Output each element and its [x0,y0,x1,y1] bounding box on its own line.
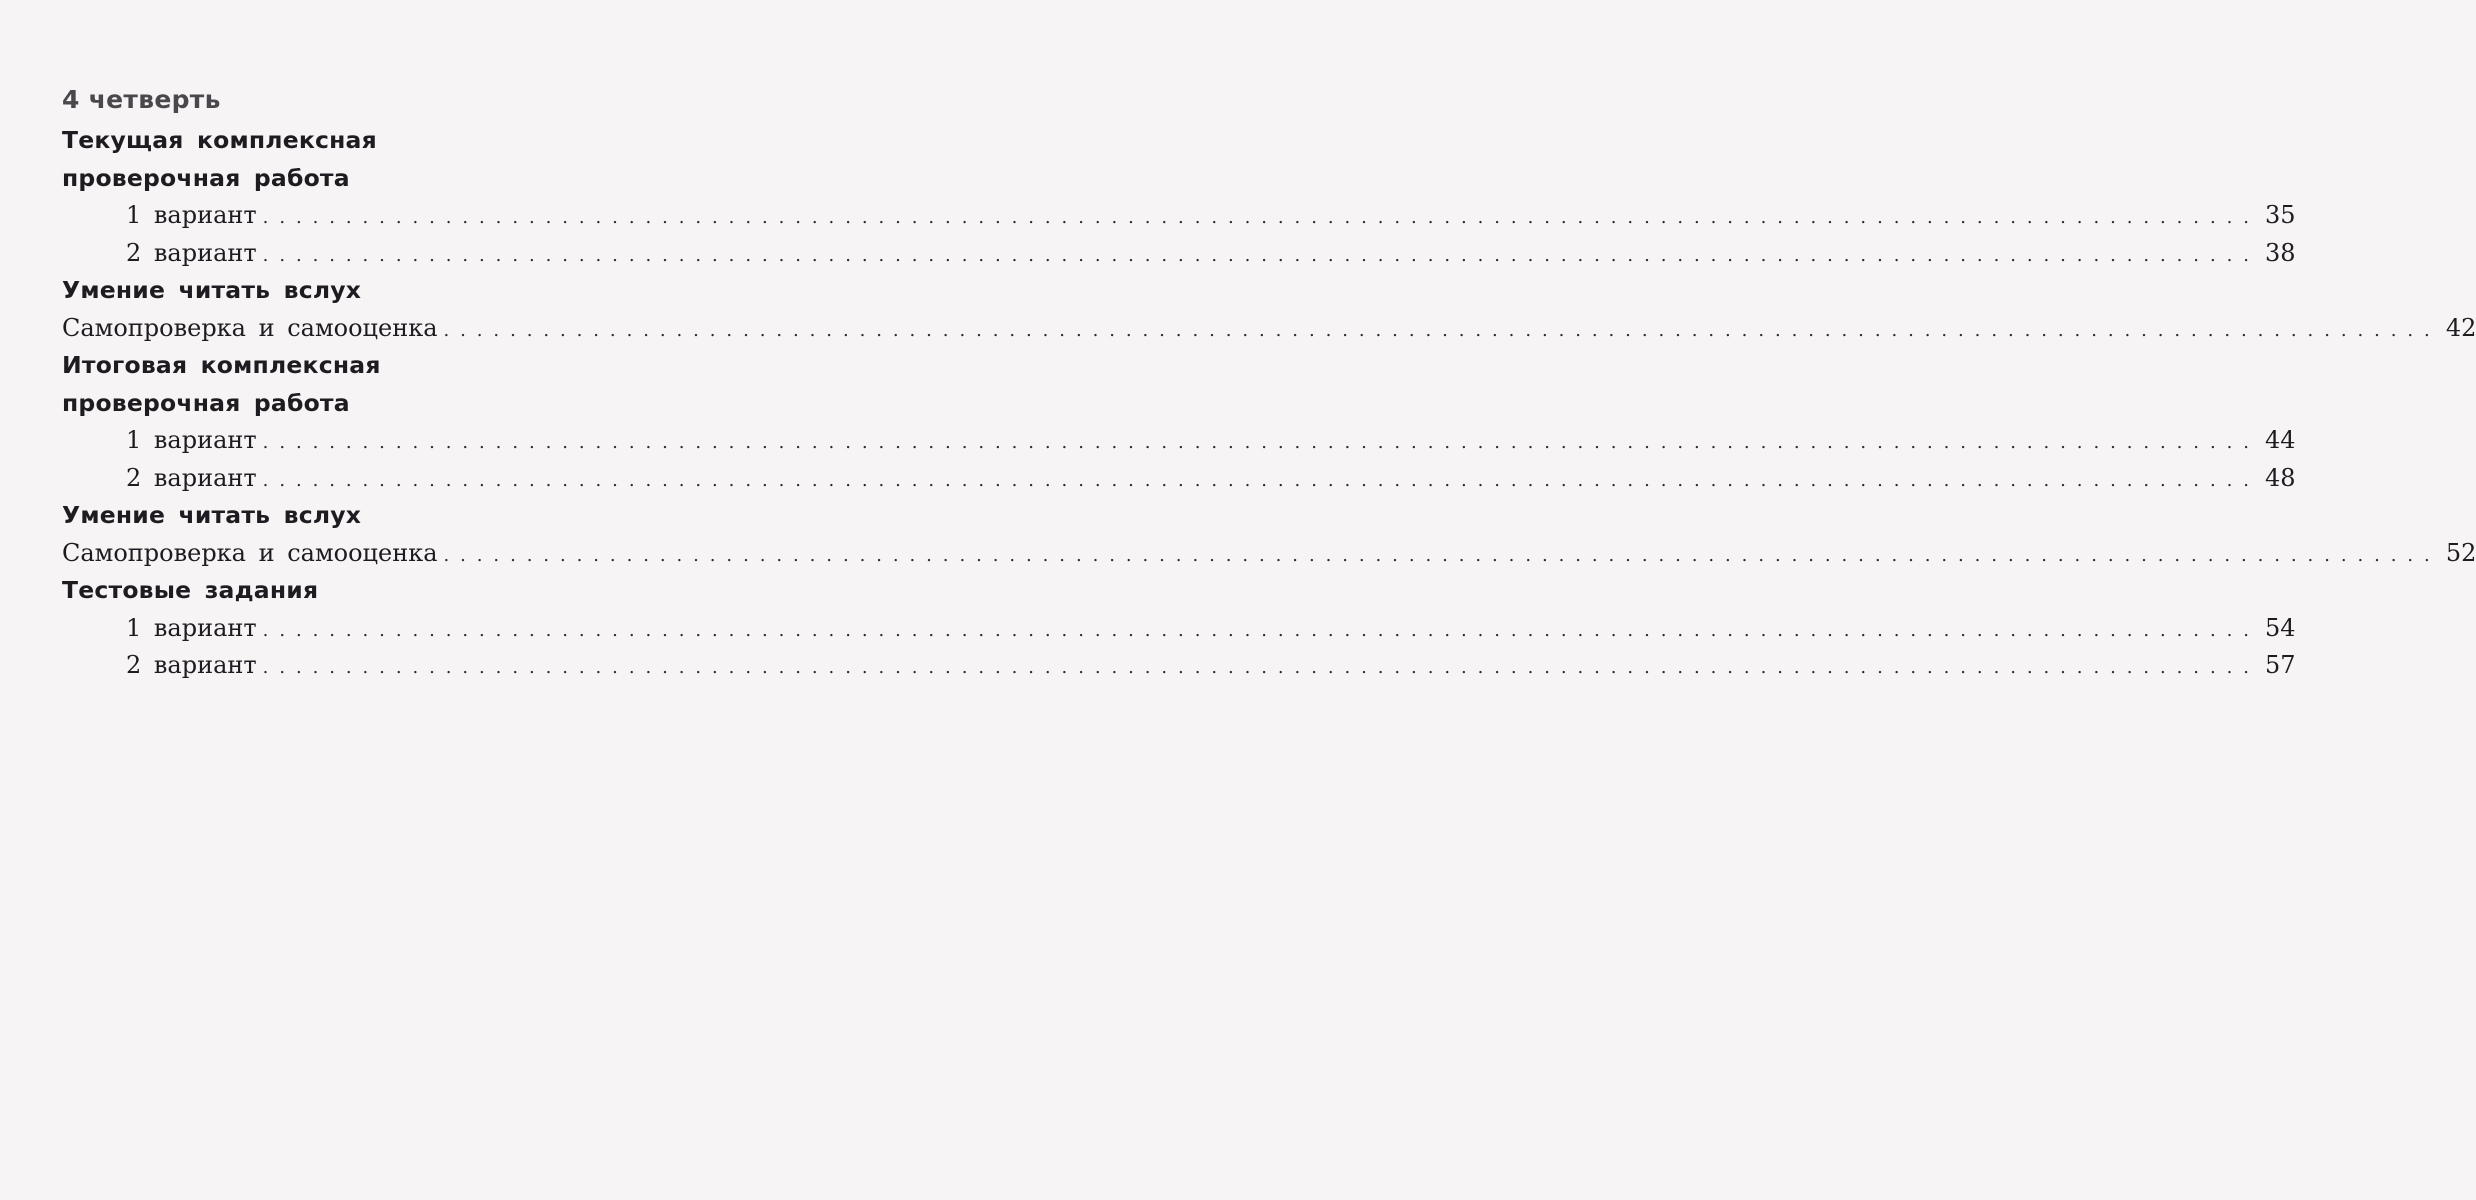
toc-heading: Текущая комплексная [62,126,377,154]
toc-page-number: 54 [2265,613,2296,642]
toc-page-number: 44 [2265,426,2296,454]
dot-leader: . . . . . . . . . . . . . . . . . . . . . . . . . . . . . . . . . . . . . . . . . . . . . . . . . . . . . . . . . . . . . . . . . . . . . . . . . . . . . . . . . . . . . . . . . . . . . . . . . . . . . . . . . . . . . . . . . . . . . . . . [262,244,2252,266]
toc-heading: проверочная работа [62,388,350,417]
toc-page-number: 35 [2265,201,2296,229]
toc-entry-label: 1 вариант [126,426,257,454]
toc-body [62,122,2476,685]
toc-entry-label: 2 вариант [126,238,257,267]
toc-entry [62,535,2476,573]
dot-leader: . . . . . . . . . . . . . . . . . . . . . . . . . . . . . . . . . . . . . . . . . . . . . . . . . . . . . . . . . . . . . . . . . . . . . . . . . . . . . . . . . . . . . . . . . . . . . . . . . . . . . . . . . . . . . . . . . . . . . . . . [262,469,2252,491]
toc-page-number: 48 [2265,463,2296,492]
dot-leader: . . . . . . . . . . . . . . . . . . . . . . . . . . . . . . . . . . . . . . . . . . . . . . . . . . . . . . . . . . . . . . . . . . . . . . . . . . . . . . . . . . . . . . . . . . . . . . . . . . . . . . . . . . . . . . . . . . . . . . . . [262,657,2252,678]
toc-page-number: 57 [2265,651,2296,679]
toc-heading: Умение читать вслух [62,501,362,529]
toc-entry [62,460,2296,498]
table-of-contents [62,78,2476,685]
dot-leader: . . . . . . . . . . . . . . . . . . . . . . . . . . . . . . . . . . . . . . . . . . . . . . . . . . . . . . . . . . . . . . . . . . . . . . . . . . . . . . . . . . . . . . . . . . . . . . . . . . . . . . . . . . . . . . . . . . . . . . . . [443,544,2433,566]
toc-entry [62,235,2296,273]
toc-heading: Умение читать вслух [62,276,362,304]
toc-page-number: 52 [2445,538,2476,567]
toc-heading: Тестовые задания [62,576,319,604]
toc-page-number: 42 [2445,313,2476,342]
toc-page-number: 38 [2265,238,2296,267]
toc-entry [62,197,2296,235]
dot-leader: . . . . . . . . . . . . . . . . . . . . . . . . . . . . . . . . . . . . . . . . . . . . . . . . . . . . . . . . . . . . . . . . . . . . . . . . . . . . . . . . . . . . . . . . . . . . . . . . . . . . . . . . . . . . . . . . . . . . . . . . [262,432,2252,453]
toc-entry [62,610,2296,648]
toc-entry-label: Самопроверка и самооценка [62,538,438,567]
toc-heading: Итоговая комплексная [62,351,381,379]
toc-entry-label: 1 вариант [126,201,257,229]
toc-entry [62,647,2296,685]
toc-entry-label: 2 вариант [126,463,257,492]
toc-heading: проверочная работа [62,163,350,192]
toc-entry-label: 2 вариант [126,651,257,679]
section-title: 4 четверть [62,85,221,114]
dot-leader: . . . . . . . . . . . . . . . . . . . . . . . . . . . . . . . . . . . . . . . . . . . . . . . . . . . . . . . . . . . . . . . . . . . . . . . . . . . . . . . . . . . . . . . . . . . . . . . . . . . . . . . . . . . . . . . . . . . . . . . . [262,207,2252,228]
dot-leader: . . . . . . . . . . . . . . . . . . . . . . . . . . . . . . . . . . . . . . . . . . . . . . . . . . . . . . . . . . . . . . . . . . . . . . . . . . . . . . . . . . . . . . . . . . . . . . . . . . . . . . . . . . . . . . . . . . . . . . . . [262,619,2252,641]
toc-entry-label: Самопроверка и самооценка [62,313,438,342]
toc-entry [62,422,2296,460]
toc-entry-label: 1 вариант [126,613,257,642]
dot-leader: . . . . . . . . . . . . . . . . . . . . . . . . . . . . . . . . . . . . . . . . . . . . . . . . . . . . . . . . . . . . . . . . . . . . . . . . . . . . . . . . . . . . . . . . . . . . . . . . . . . . . . . . . . . . . . . . . . . . . . . . [443,319,2433,341]
toc-entry [62,310,2476,348]
